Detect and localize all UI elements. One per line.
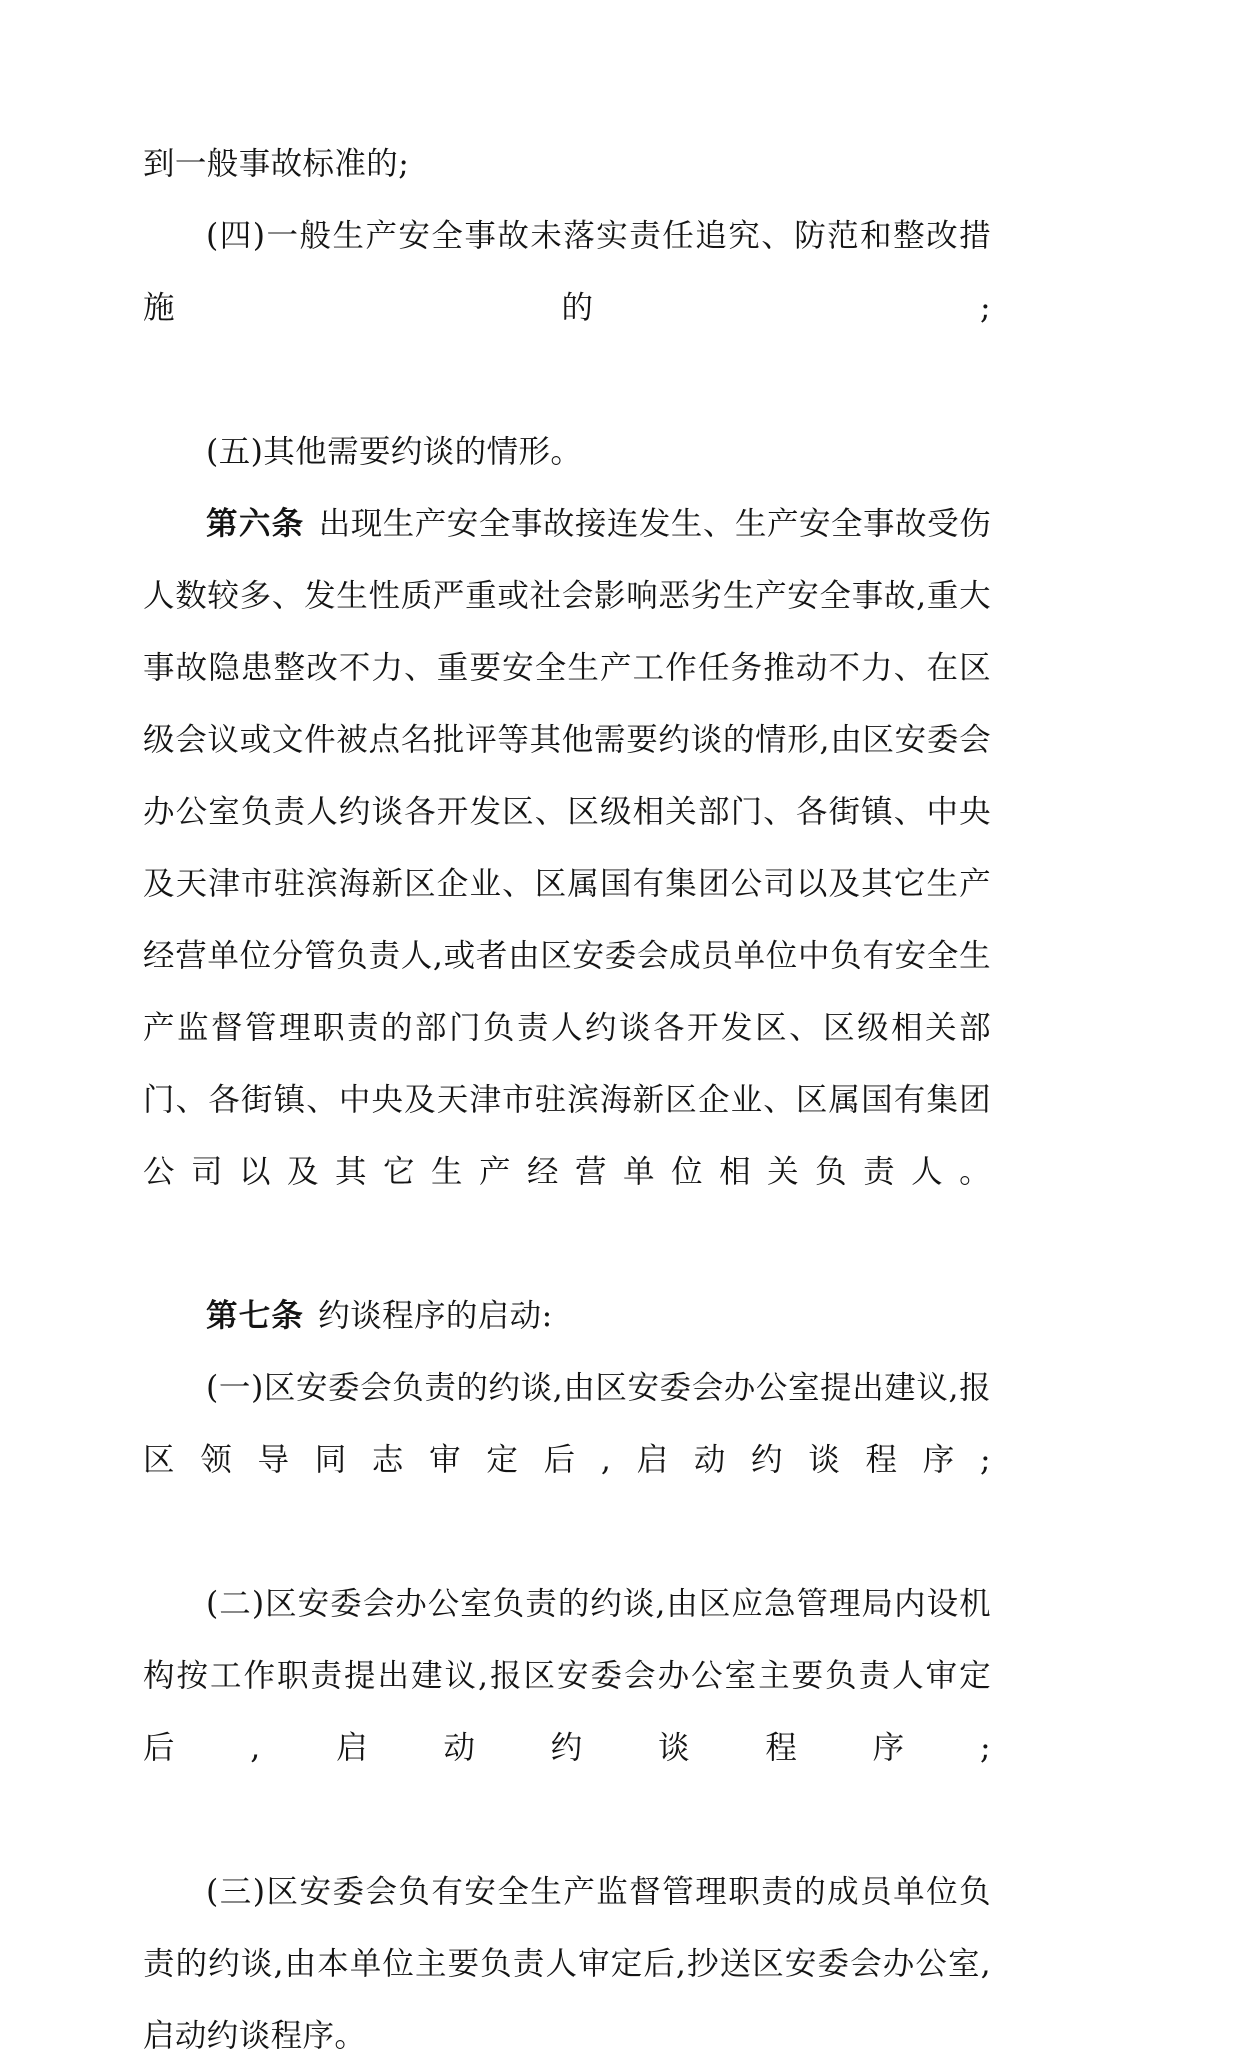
article-seven-body: 约谈程序的启动:: [318, 1298, 553, 1334]
article-seven: [143, 1280, 991, 1352]
paragraph-carryover: 到一般事故标准的;: [143, 146, 410, 182]
document-text-column: [143, 128, 991, 2072]
article-six-label: 第六条: [206, 505, 305, 542]
article-six: [143, 488, 991, 1280]
article-six-body: 出现生产安全事故接连发生、生产安全事故受伤人数较多、发生性质严重或社会影响恶劣生产安全事故,重大事故隐患整改不力、重要安全生产工作任务推动不力、在区级会议或文件被点名批评等其他需要约谈的情形,由区安委会办公室负责人约谈各开发区、区级相关部门、各街镇、中央及天津市驻滨海新区企业、区属国有集团公司以及其它生产经营单位分管负责人,或者由区安委会成员单位中负有安全生产监督管理职责的部门负责人约谈各开发区、区级相关部门、各街镇、中央及天津市驻滨海新区企业、区属国有集团公司以及其它生产经营单位相关负责人。: [143, 506, 991, 1190]
list-item-four: (四)一般生产安全事故未落实责任追究、防范和整改措施的;: [143, 218, 991, 326]
article-seven-label: 第七条: [206, 1297, 305, 1334]
list-item-two: (二)区安委会办公室负责的约谈,由区应急管理局内设机构按工作职责提出建议,报区安委会办公室主要负责人审定后,启动约谈程序;: [143, 1586, 991, 1766]
list-item-one: (一)区安委会负责的约谈,由区安委会办公室提出建议,报区领导同志审定后,启动约谈程序;: [143, 1370, 991, 1478]
list-item-five: (五)其他需要约谈的情形。: [206, 434, 583, 470]
list-item-three: (三)区安委会负有安全生产监督管理职责的成员单位负责的约谈,由本单位主要负责人审定后,抄送区安委会办公室,启动约谈程序。: [143, 1874, 991, 2054]
